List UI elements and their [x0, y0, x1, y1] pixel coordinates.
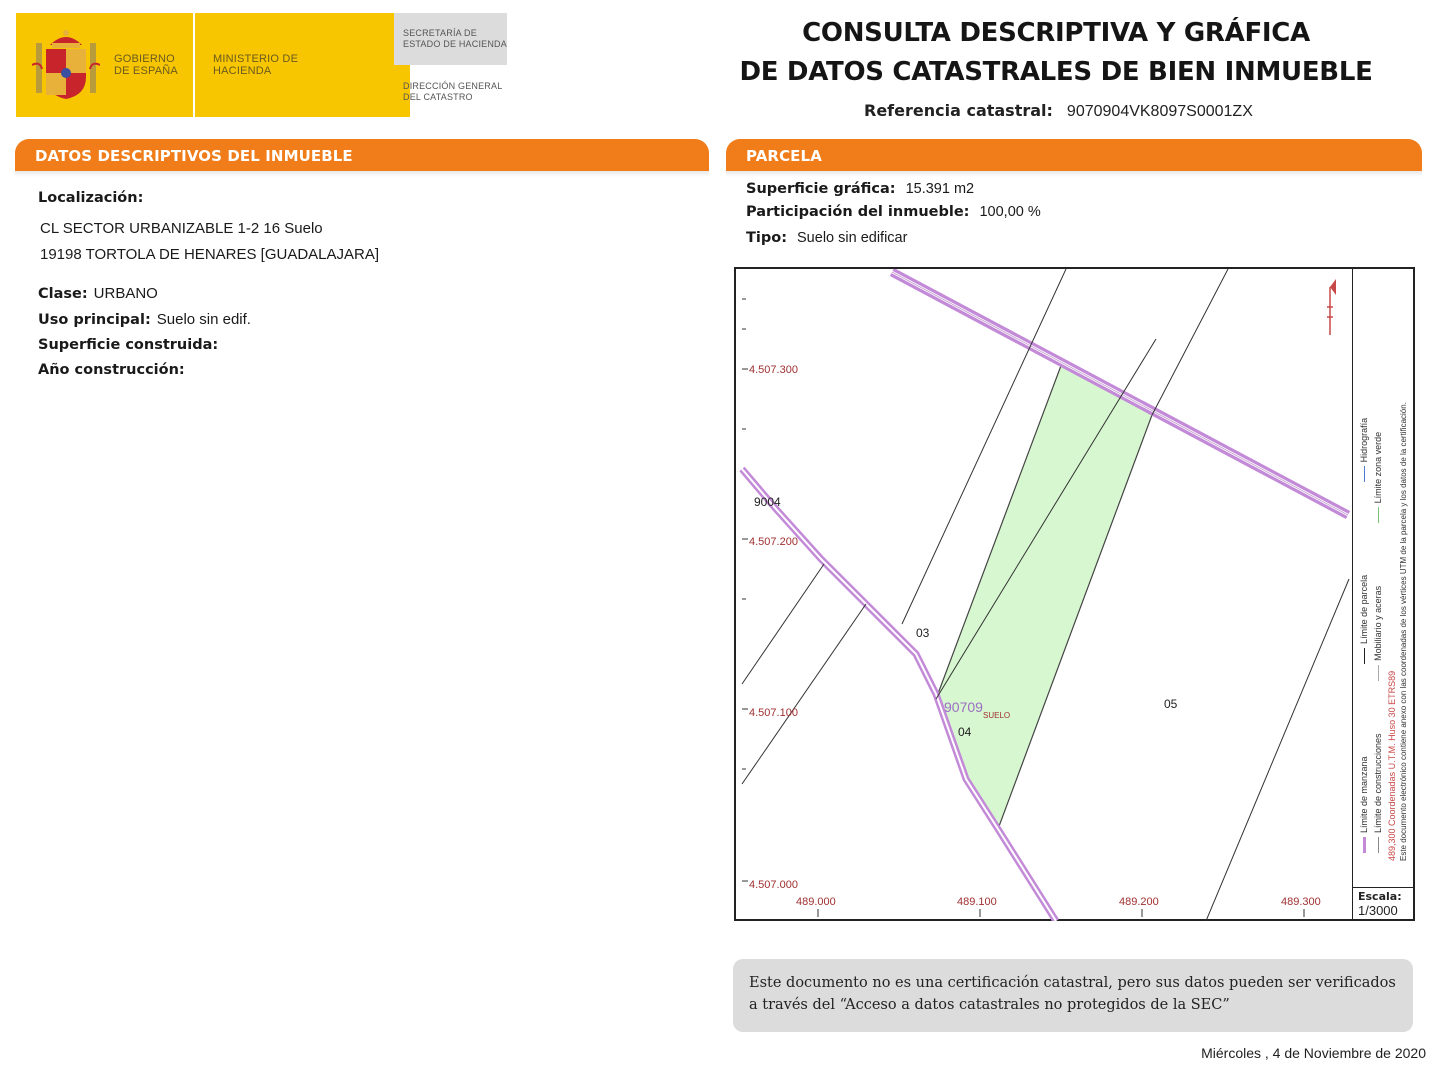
y-label-2: 4.507.200 — [749, 536, 798, 548]
parcel-label-05: 05 — [1164, 697, 1178, 711]
coat-of-arms-icon — [32, 25, 100, 101]
legend-construcciones: Límite de construcciones — [1373, 733, 1383, 833]
disclaimer-note: Este documento no es una certificación catastral, pero sus datos pueden ser verificados a través del “Acceso a datos catastrales no protegidos de la SEC” — [733, 959, 1413, 1032]
uso-value: Suelo sin edif. — [156, 311, 251, 328]
construcciones-swatch — [1378, 837, 1379, 853]
address-line-1: CL SECTOR URBANIZABLE 1-2 16 Suelo — [40, 220, 323, 237]
localizacion-label: Localización: — [38, 190, 144, 206]
parcel-label-03: 03 — [916, 626, 930, 640]
parcel-label-04: 04 — [958, 725, 972, 739]
participacion-row — [746, 203, 1041, 221]
map-legend — [1352, 269, 1415, 887]
legend-hidrografia: Hidrografía — [1359, 417, 1369, 463]
cadastral-map — [734, 267, 1415, 921]
map-drawing — [736, 269, 1352, 921]
superficie-construida-label: Superficie construida: — [38, 337, 219, 353]
mobiliario-swatch — [1378, 665, 1379, 681]
uso-label: Uso principal: — [38, 312, 151, 328]
scale-box — [1352, 887, 1415, 921]
section-descriptive-data: DATOS DESCRIPTIVOS DEL INMUEBLE — [15, 139, 709, 171]
anio-construccion-row — [38, 361, 191, 379]
zona-verde-swatch — [1378, 507, 1379, 523]
ministerio-text: MINISTERIO DE HACIENDA — [213, 53, 299, 77]
document-date: Miércoles , 4 de Noviembre de 2020 — [1201, 1045, 1426, 1061]
y-ticks — [742, 299, 748, 881]
x-label-4: 489.300 — [1281, 896, 1321, 908]
boundary-05-east — [1206, 579, 1349, 921]
reference-value: 9070904VK8097S0001ZX — [1066, 103, 1253, 120]
legend-manzana: Límite de manzana — [1359, 756, 1369, 833]
title-line-2: DE DATOS CATASTRALES DE BIEN INMUEBLE — [739, 57, 1373, 87]
clase-label: Clase: — [38, 286, 88, 302]
x-ticks — [818, 909, 1304, 917]
scale-label: Escala: — [1358, 890, 1402, 903]
title-line-1: CONSULTA DESCRIPTIVA Y GRÁFICA — [802, 18, 1310, 48]
section-parcela: PARCELA — [726, 139, 1422, 171]
y-label-4: 4.507.000 — [749, 879, 798, 891]
tipo-value: Suelo sin edificar — [797, 230, 908, 246]
block-label: 90709 — [944, 699, 983, 715]
legend-utm: 489,300 Coordenadas U.T.M. Huso 30 ETRS89 — [1387, 670, 1397, 861]
x-label-2: 489.100 — [957, 896, 997, 908]
x-label-3: 489.200 — [1119, 896, 1159, 908]
reference-row — [864, 101, 1253, 121]
secretaria-text: SECRETARÍA DE ESTADO DE HACIENDA — [403, 28, 507, 49]
x-label-1: 489.000 — [796, 896, 836, 908]
north-arrow-icon — [1327, 279, 1336, 335]
uso-row — [38, 311, 251, 329]
tipo-row — [746, 229, 907, 247]
government-logo — [16, 13, 507, 117]
hidrografia-swatch — [1364, 466, 1365, 482]
participacion-label: Participación del inmueble: — [746, 204, 970, 220]
page-title — [730, 14, 1382, 92]
address-line-2: 19198 TORTOLA DE HENARES [GUADALAJARA] — [40, 246, 380, 263]
subparcel-label: SUELO — [983, 711, 1011, 720]
clase-row — [38, 285, 158, 303]
boundary-west-2 — [742, 604, 866, 784]
parcela-swatch — [1364, 648, 1365, 664]
reference-label: Referencia catastral: — [864, 101, 1053, 120]
clase-value: URBANO — [93, 285, 158, 302]
tipo-label: Tipo: — [746, 230, 788, 246]
superficie-grafica-label: Superficie gráfica: — [746, 181, 896, 197]
boundary-04-top — [1152, 269, 1228, 415]
selected-parcel — [936, 363, 1152, 829]
superficie-grafica-value: 15.391 m2 — [905, 181, 975, 197]
legend-mobiliario: Mobiliario y aceras — [1373, 585, 1383, 661]
y-label-1: 4.507.300 — [749, 364, 798, 376]
superficie-grafica-row — [746, 180, 974, 198]
legend-row-2 — [1373, 432, 1383, 861]
superficie-construida-row — [38, 336, 224, 354]
parcel-label-9004: 9004 — [754, 495, 781, 509]
legend-note: Este documento electrónico contiene anexo con las coordenadas de los vértices UTM de la parcela y los datos de la certificación. — [1399, 402, 1408, 861]
anio-construccion-label: Año construcción: — [38, 362, 185, 378]
participacion-value: 100,00 % — [979, 204, 1041, 220]
legend-zona-verde: Límite zona verde — [1373, 431, 1383, 504]
direccion-general-text: DIRECCIÓN GENERAL DEL CATASTRO — [403, 81, 503, 102]
boundary-west-1 — [742, 564, 824, 684]
y-label-3: 4.507.100 — [749, 707, 798, 719]
gobierno-text: GOBIERNO DE ESPAÑA — [114, 53, 178, 77]
legend-row-1 — [1359, 418, 1369, 861]
manzana-swatch — [1363, 837, 1366, 853]
scale-value: 1/3000 — [1358, 903, 1398, 918]
legend-parcela: Límite de parcela — [1359, 574, 1369, 644]
